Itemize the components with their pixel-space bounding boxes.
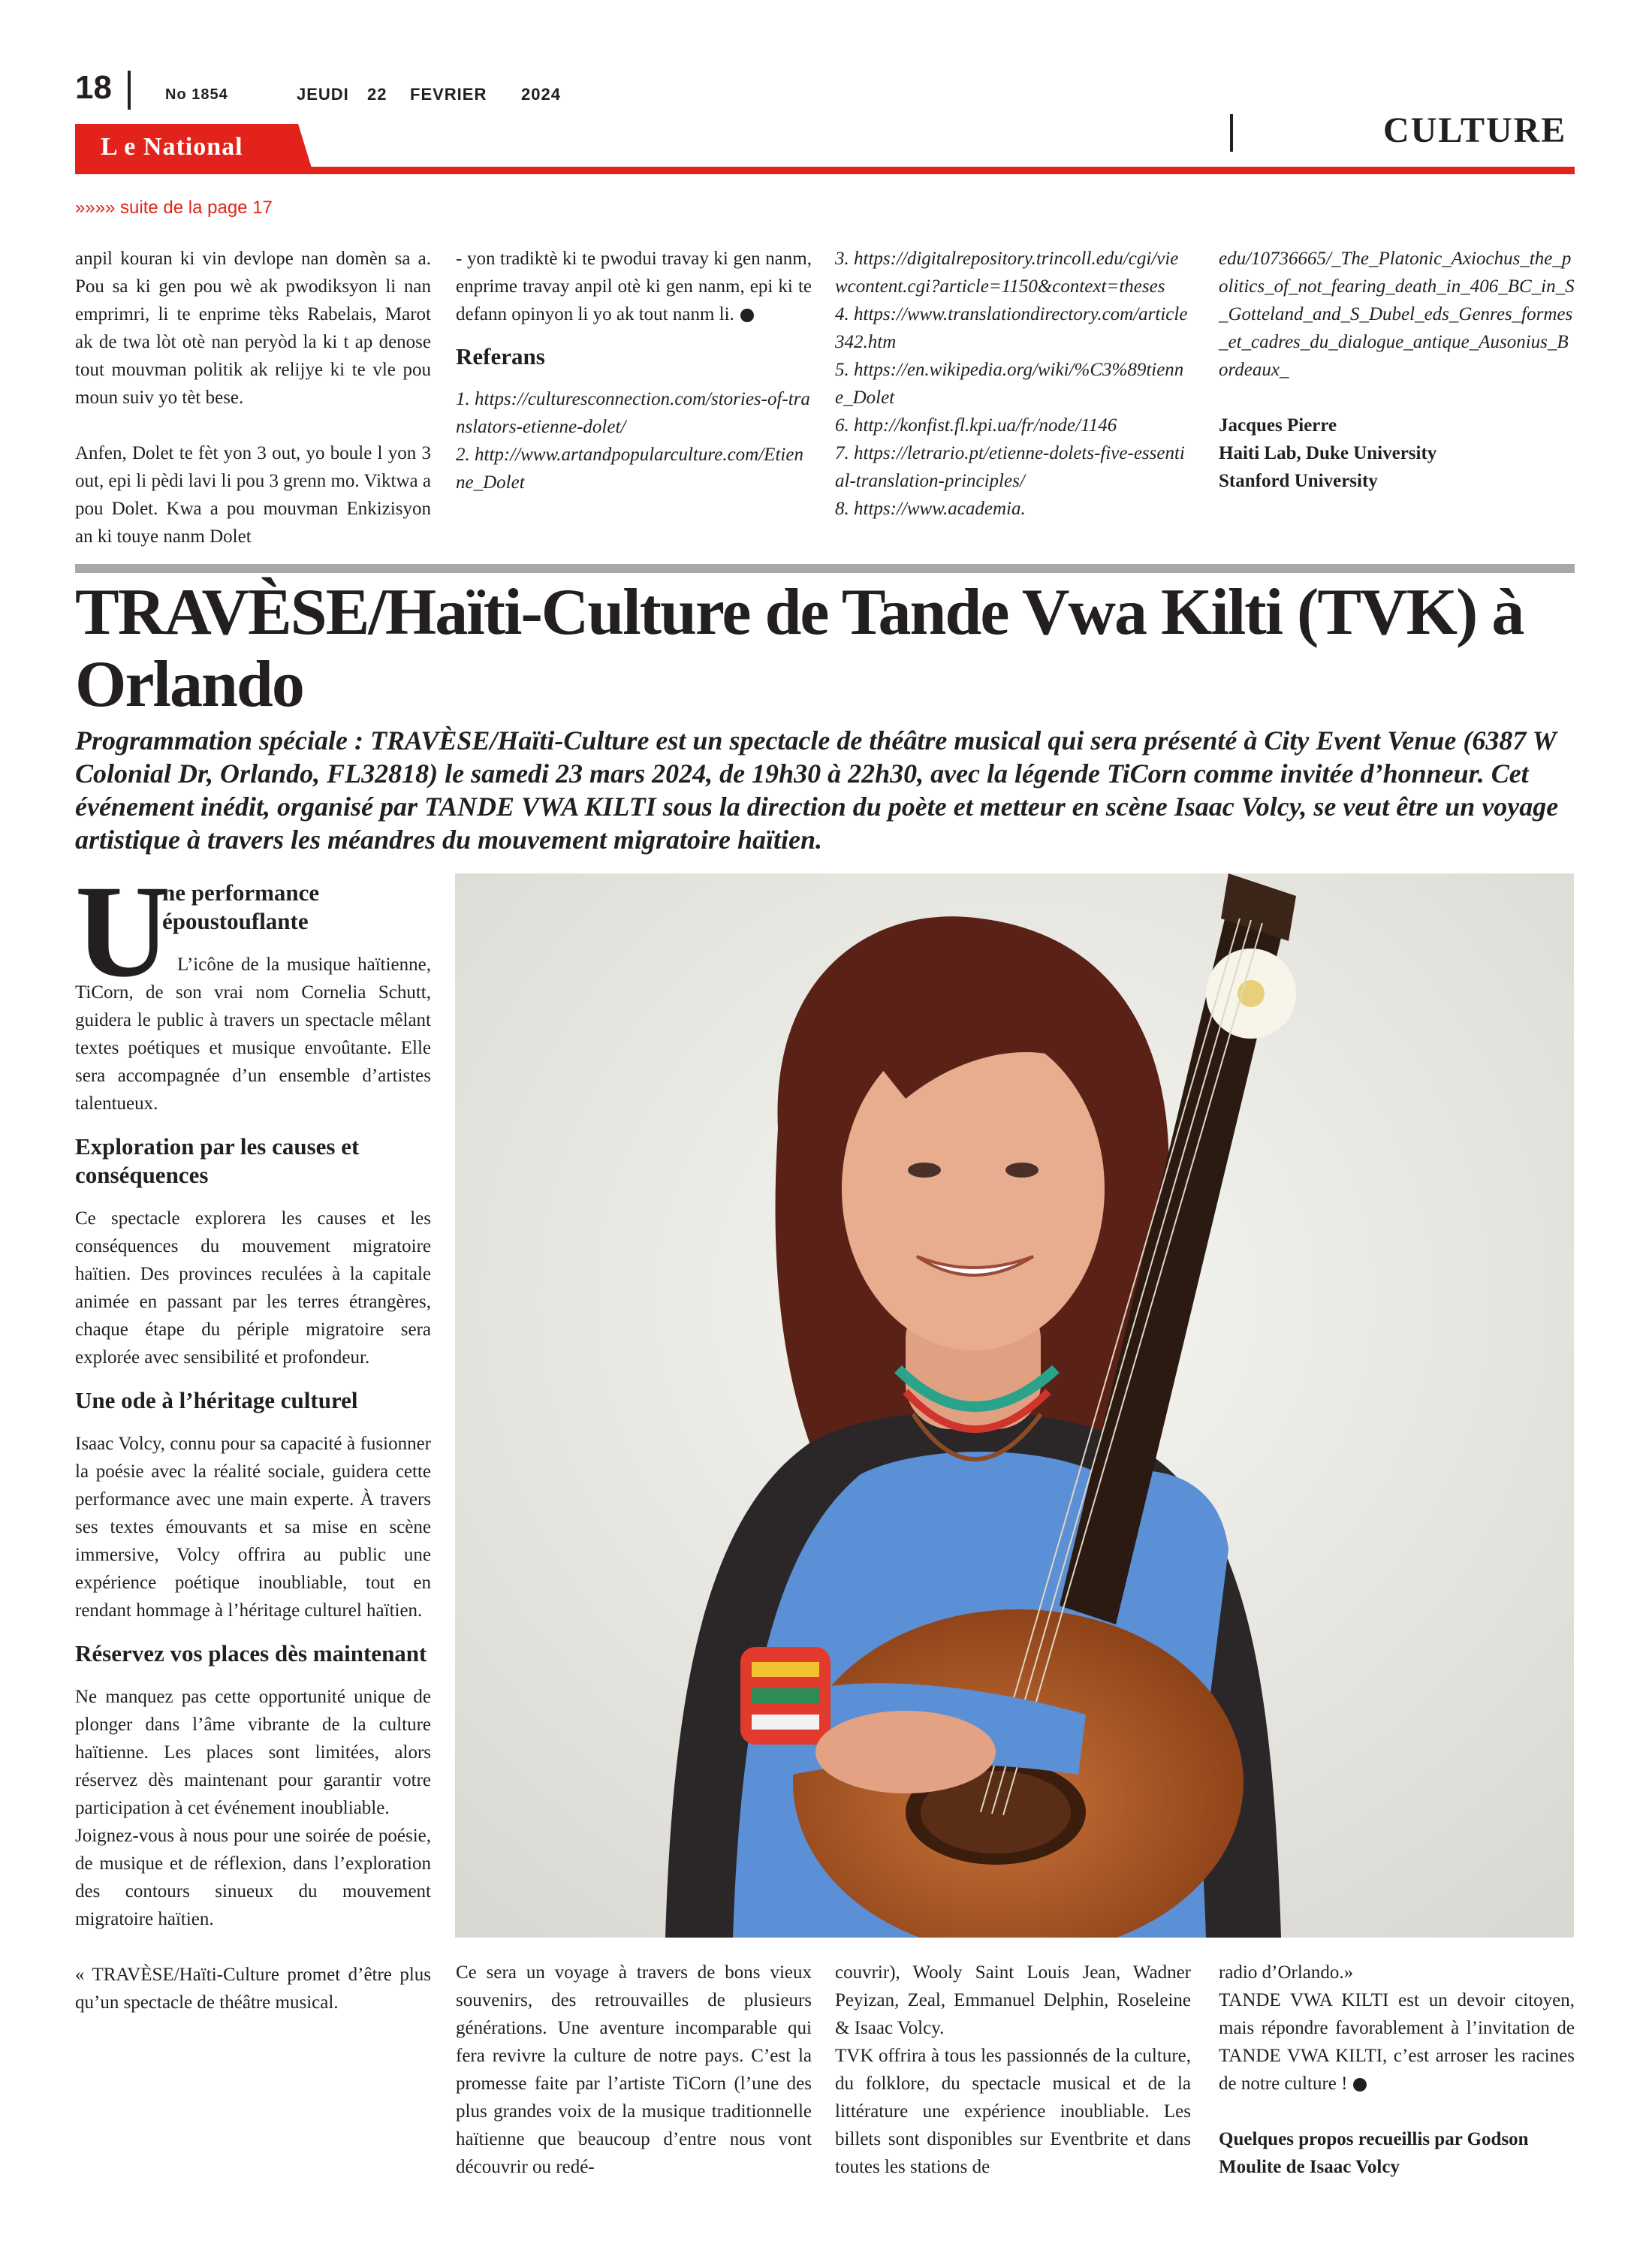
subheading: Réservez vos places dès maintenant — [75, 1640, 427, 1666]
author-affiliation: Stanford University — [1219, 471, 1378, 491]
guitarist-photo — [455, 873, 1574, 1938]
left-column — [75, 951, 431, 2016]
body-paragraph: Ne manquez pas cette opportunité unique de plonger dans l’âme vibrante de la culture haïtienne. Les places sont limitées, alors réservez dès maintenant pour garantir votre participation à cet événement inoubliable. — [75, 1687, 431, 1818]
body-paragraph: Ce spectacle explorera les causes et les conséquences du mouvement migratoire haïtien. Des provinces reculées à la capitale animée en passant par les terres étrangères, chaque étape du périple migratoire sera explorée avec sensibilité et profondeur. — [75, 1208, 431, 1368]
issue-day: JEUDI — [297, 85, 349, 104]
headline: TRAVÈSE/Haïti-Culture de Tande Vwa Kilti (TVK) à Orlando — [75, 576, 1524, 721]
body-paragraph: « TRAVÈSE/Haïti-Culture promet d’être plus qu’un spectacle de théâtre musical. — [75, 1965, 431, 2013]
article-credit: Quelques propos recueillis par Godson Moulite de Isaac Volcy — [1219, 2129, 1529, 2177]
author-affiliation: Haiti Lab, Duke University — [1219, 443, 1437, 463]
subheading: Une ode à l’héritage culturel — [75, 1387, 358, 1413]
reference-item: edu/10736665/_The_Platonic_Axiochus_the_politics_of_not_fearing_death_in_406_BC_in_S_Gotteland_and_S_Dubel_eds_Genres_formes_et_cadres_du_dialogue_antique_Ausonius_Bordeaux_ — [1219, 249, 1575, 380]
lede: Programmation spéciale : TRAVÈSE/Haïti-Culture est un spectacle de théâtre musical qui sera présenté à City Event Venue (6387 W Colonial Dr, Orlando, FL32818) le samedi 23 mars 2024, de 19h30 à 22h30, avec la légende TiCorn comme invitée d’honneur. Cet événement inédit, organisé par TANDE VWA KILTI sous la direction du poète et metteur en scène Isaac Volcy, se veut être un voyage artistique à travers les méandres du mouvement migratoire haïtien. — [75, 725, 1559, 855]
top-paragraph: - yon tradiktè ki te pwodui travay ki gen nanm, enprime travay anpil otè ki gen nanm, epi ki te defann opinyon li yo ak tout nanm li. — [456, 249, 812, 324]
section-divider — [1230, 114, 1233, 152]
top-paragraph: Anfen, Dolet te fèt yon 3 out, yo boule l yon 3 out, epi li pèdi lavi li pou 3 grenn mo. Viktwa a pou Dolet. Kwa a pou mouvman Enkizisyon an ki touye nanm Dolet — [75, 443, 431, 547]
reference-item: 2. http://www.artandpopularculture.com/Etienne_Dolet — [456, 445, 803, 493]
subheading: ne performance époustouflante — [162, 879, 320, 934]
reference-item: 4. https://www.translationdirectory.com/article342.htm — [835, 304, 1188, 352]
top-column-3 — [835, 245, 1191, 523]
end-mark-icon — [740, 309, 754, 322]
body-paragraph: TVK offrira à tous les passionnés de la culture, du folklore, du spectacle musical et de la littérature une expérience inoubliable. Les billets sont disponibles sur Eventbrite et dans toutes les stations de — [835, 2046, 1191, 2177]
reference-item: 3. https://digitalrepository.trincoll.edu/cgi/viewcontent.cgi?article=1150&context=theses — [835, 249, 1179, 297]
top-column-4 — [1219, 245, 1575, 495]
body-paragraph: couvrir), Wooly Saint Louis Jean, Wadner Peyizan, Zeal, Emmanuel Delphin, Roseleine & Isaac Volcy. — [835, 1962, 1191, 2038]
body-paragraph: L’icône de la musique haïtienne, TiCorn, de son vrai nom Cornelia Schutt, guidera le public à travers un spectacle mêlant textes poétiques et musique envoûtante. Elle sera accompagnée d’un ensemble d’artistes talentueux. — [75, 955, 431, 1114]
top-paragraph: anpil kouran ki vin devlope nan domèn sa a. Pou sa ki gen pou wè ak pwodiksyon li nan emprimri, li te enprime tèks Rabelais, Marot ak de twa lòt otè nan peryòd la ki t ap denose tout mouvman politik ak relijye ki te vle pou moun suiv yo tèt bese. — [75, 249, 431, 408]
issue-month: FEVRIER — [410, 85, 487, 104]
body-paragraph: Joignez-vous à nous pour une soirée de poésie, de musique et de réflexion, dans l’exploration des contours sinueux du mouvement migratoire haïtien. — [75, 1826, 431, 1929]
body-paragraph: radio d’Orlando.» — [1219, 1962, 1354, 1983]
issue-date: 22 — [367, 85, 387, 104]
continued-from: »»»» suite de la page 17 — [75, 198, 273, 218]
header-divider — [128, 71, 131, 110]
brand-logo: L e National — [101, 133, 243, 161]
lower-column-4 — [1219, 1959, 1575, 2181]
article-divider — [75, 564, 1575, 573]
body-paragraph: TANDE VWA KILTI est un devoir citoyen, mais répondre favorablement à l’invitation de TANDE VWA KILTI, c’est arroser les racines de notre culture ! — [1219, 1990, 1575, 2094]
reference-item: 1. https://culturesconnection.com/stories-of-translators-etienne-dolet/ — [456, 389, 810, 437]
top-column-2 — [456, 245, 812, 496]
body-paragraph: Isaac Volcy, connu pour sa capacité à fusionner la poésie avec la réalité sociale, guidera cette performance avec une main experte. À travers ses textes émouvants et sa mise en scène immersive, Volcy offrira au public une expérience poétique inoubliable, tout en rendant hommage à l’héritage culturel haïtien. — [75, 1434, 431, 1621]
subheading: Exploration par les causes et conséquences — [75, 1133, 360, 1188]
reference-item: 8. https://www.academia. — [835, 499, 1026, 519]
issue-number: No 1854 — [165, 86, 228, 103]
drop-cap: U — [75, 858, 171, 1005]
top-column-1 — [75, 245, 431, 550]
references-heading: Referans — [456, 343, 545, 369]
reference-item: 6. http://konfist.fl.kpi.ua/fr/node/1146 — [835, 415, 1117, 436]
section-title: CULTURE — [1383, 110, 1567, 150]
issue-year: 2024 — [521, 85, 561, 104]
body-paragraph: Ce sera un voyage à travers de bons vieux souvenirs, des retrouvailles de plusieurs générations. Une aventure incomparable qui fera revivre la culture de notre pays. C’est la promesse faite par l’artiste TiCorn (l’une des plus grandes voix de la musique traditionnelle haïtienne que beaucoup d’entre nous vont découvrir ou redé- — [456, 1962, 812, 2177]
reference-item: 5. https://en.wikipedia.org/wiki/%C3%89tienne_Dolet — [835, 360, 1184, 408]
article-photo — [455, 873, 1574, 1938]
author-name: Jacques Pierre — [1219, 415, 1337, 436]
reference-item: 7. https://letrario.pt/etienne-dolets-five-essential-translation-principles/ — [835, 443, 1185, 491]
page-number: 18 — [75, 69, 112, 106]
end-mark-icon — [1353, 2078, 1367, 2092]
lower-column-3 — [835, 1959, 1191, 2181]
